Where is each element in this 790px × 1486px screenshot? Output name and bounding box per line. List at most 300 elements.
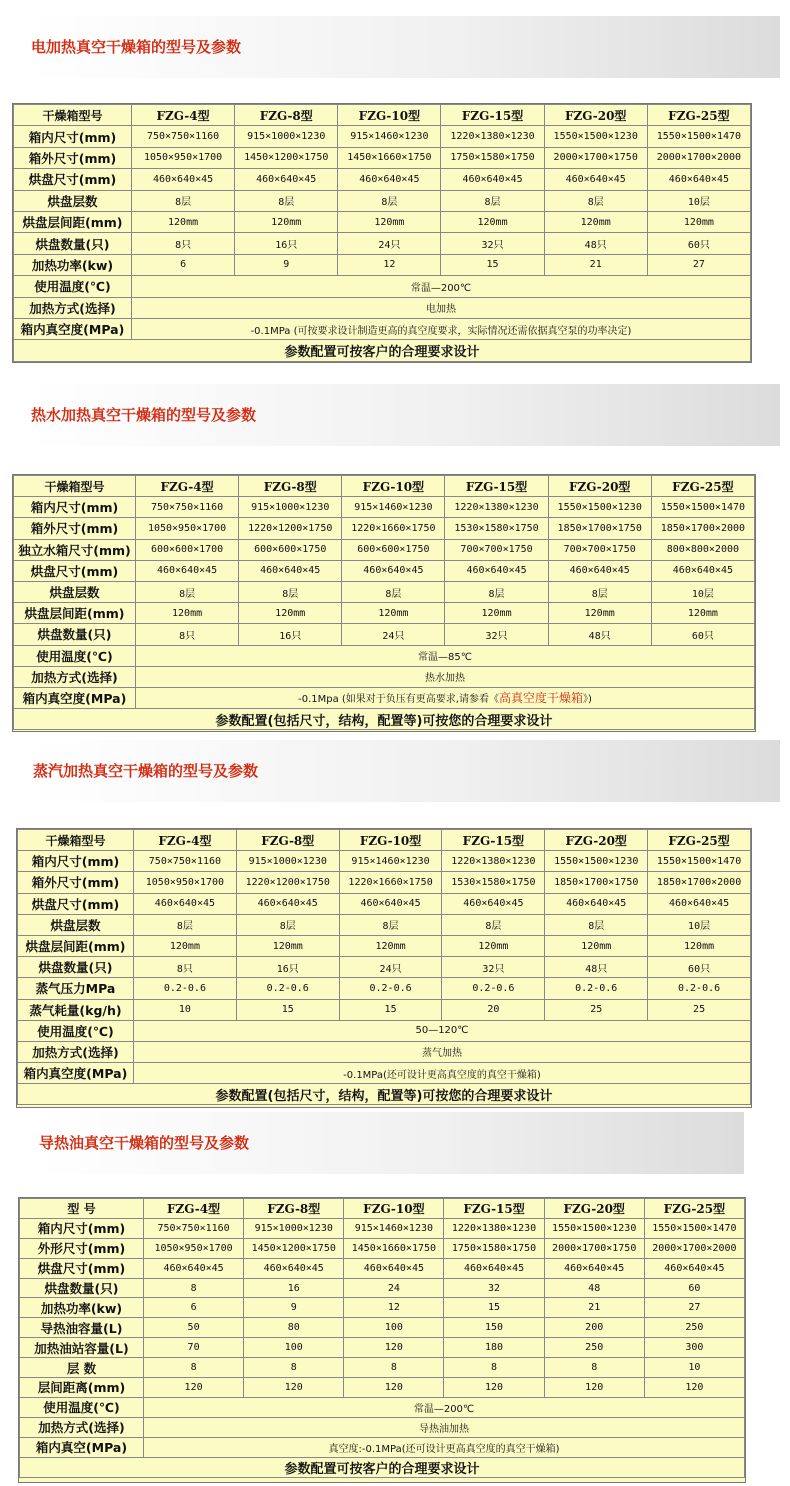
spec-cell: 8层 [548, 581, 651, 602]
table-row [18, 893, 751, 914]
span-value: -0.1MPa (可按要求设计制造更高的真空度要求，实际情况还需依据真空泵的功率决定) [132, 318, 751, 339]
model-header: FZG-4型 [136, 476, 239, 497]
spec-cell: 120 [444, 1378, 544, 1398]
spec-cell: 800×800×2000 [651, 539, 754, 560]
model-header: FZG-20型 [544, 105, 647, 126]
spec-cell: 6 [144, 1298, 244, 1318]
model-header: FZG-20型 [544, 1199, 644, 1219]
span-value: 50—120℃ [134, 1020, 751, 1041]
spec-cell: 300 [644, 1338, 744, 1358]
spec-cell: 120mm [648, 935, 751, 956]
spec-cell: 1550×1500×1470 [647, 126, 750, 147]
span-value: 导热油加热 [144, 1417, 745, 1437]
spec-cell: 750×750×1160 [134, 851, 237, 872]
footer-row [14, 340, 751, 361]
table-row [20, 1358, 745, 1378]
spec-cell: 200 [544, 1318, 644, 1338]
span-row [20, 1397, 745, 1417]
spec-cell: 21 [544, 1298, 644, 1318]
spec-cell: 8层 [239, 581, 342, 602]
vacuum-suffix: 》) [582, 694, 592, 706]
table-row [18, 957, 751, 978]
spec-cell: 32 [444, 1278, 544, 1298]
span-value: 热水加热 [136, 666, 755, 687]
spec-cell: 460×640×45 [441, 169, 544, 190]
spec-cell: 1550×1500×1470 [648, 851, 751, 872]
vacuum-row [14, 687, 755, 708]
spec-cell: 460×640×45 [235, 169, 338, 190]
span-value: 电加热 [132, 297, 751, 318]
spec-cell: 8层 [338, 190, 441, 211]
spec-cell: 0.2-0.6 [134, 978, 237, 999]
header-row [14, 476, 755, 497]
spec-cell: 8 [344, 1358, 444, 1378]
spec-cell: 120mm [338, 211, 441, 232]
model-header: FZG-8型 [239, 476, 342, 497]
spec-cell: 1550×1500×1230 [544, 126, 647, 147]
spec-cell: 120mm [132, 211, 235, 232]
spec-cell: 460×640×45 [651, 560, 754, 581]
row-label: 加热方式(选择) [18, 1041, 134, 1062]
row-label: 使用温度(℃) [18, 1020, 134, 1041]
spec-cell: 460×640×45 [244, 1258, 344, 1278]
spec-cell: 48 [544, 1278, 644, 1298]
spec-cell: 27 [647, 254, 750, 275]
spec-cell: 1220×1380×1230 [445, 497, 548, 518]
section-header-hot-water [28, 384, 780, 446]
spec-cell: 250 [544, 1338, 644, 1358]
spec-cell: 8只 [132, 233, 235, 254]
spec-cell: 1220×1380×1230 [444, 1218, 544, 1238]
spec-cell: 1220×1660×1750 [339, 872, 442, 893]
spec-cell: 8层 [132, 190, 235, 211]
table-row [20, 1378, 745, 1398]
span-row [18, 1020, 751, 1041]
row-label: 箱内尺寸(mm) [14, 497, 136, 518]
spec-cell: 16只 [239, 624, 342, 645]
table-row [14, 518, 755, 539]
spec-cell: 12 [338, 254, 441, 275]
spec-cell: 1550×1500×1230 [544, 1218, 644, 1238]
spec-cell: 8层 [235, 190, 338, 211]
spec-cell: 8 [144, 1358, 244, 1378]
row-label: 箱内尺寸(mm) [20, 1218, 144, 1238]
section-title: 电加热真空干燥箱的型号及参数 [31, 38, 242, 56]
spec-cell: 180 [444, 1338, 544, 1358]
spec-cell: 10层 [648, 914, 751, 935]
spec-cell: 15 [339, 999, 442, 1020]
row-label: 箱内尺寸(mm) [14, 126, 132, 147]
header-row [18, 830, 751, 851]
spec-cell: 8层 [441, 190, 544, 211]
row-label: 独立水箱尺寸(mm) [14, 539, 136, 560]
table-row [14, 190, 751, 211]
row-label: 烘盘层间距(mm) [14, 603, 136, 624]
spec-cell: 460×640×45 [344, 1258, 444, 1278]
spec-cell: 8只 [136, 624, 239, 645]
spec-cell: 8层 [445, 581, 548, 602]
spec-cell: 460×640×45 [338, 169, 441, 190]
spec-cell: 750×750×1160 [144, 1218, 244, 1238]
row-label: 使用温度(℃) [20, 1397, 144, 1417]
row-label: 烘盘数量(只) [18, 957, 134, 978]
spec-cell: 60只 [647, 233, 750, 254]
vacuum-prefix: -0.1Mpa (如果对于负压有更高要求,请参看《 [298, 694, 499, 706]
model-header: FZG-20型 [548, 476, 651, 497]
spec-cell: 120 [244, 1378, 344, 1398]
spec-cell: 120mm [342, 603, 445, 624]
header-row [14, 105, 751, 126]
span-value: 常温—85℃ [136, 645, 755, 666]
table-row [14, 233, 751, 254]
table-row [18, 935, 751, 956]
model-header: FZG-15型 [441, 105, 544, 126]
spec-table-thermal-oil [18, 1197, 746, 1483]
model-header: FZG-4型 [132, 105, 235, 126]
header-label: 干燥箱型号 [14, 476, 136, 497]
table-row [20, 1258, 745, 1278]
spec-cell: 9 [244, 1298, 344, 1318]
spec-cell: 915×1460×1230 [338, 126, 441, 147]
header-label: 干燥箱型号 [14, 105, 132, 126]
row-label: 箱内真空度(MPa) [14, 687, 136, 708]
spec-cell: 1750×1580×1750 [444, 1238, 544, 1258]
spec-cell: 9 [235, 254, 338, 275]
spec-cell: 12 [344, 1298, 444, 1318]
spec-cell: 915×1460×1230 [344, 1218, 444, 1238]
spec-cell: 915×1000×1230 [235, 126, 338, 147]
spec-cell: 460×640×45 [544, 169, 647, 190]
footer-note: 参数配置(包括尺寸，结构，配置等)可按您的合理要求设计 [18, 1084, 751, 1105]
row-label: 箱内尺寸(mm) [18, 851, 134, 872]
table-row [20, 1278, 745, 1298]
spec-cell: 460×640×45 [545, 893, 648, 914]
spec-cell: 1050×950×1700 [134, 872, 237, 893]
spec-cell: 8层 [136, 581, 239, 602]
row-label: 外形尺寸(mm) [20, 1238, 144, 1258]
header-row [20, 1199, 745, 1219]
spec-cell: 750×750×1160 [136, 497, 239, 518]
span-row [18, 1063, 751, 1084]
section-title: 热水加热真空干燥箱的型号及参数 [31, 406, 257, 424]
spec-cell: 32只 [441, 233, 544, 254]
spec-cell: 1220×1380×1230 [441, 126, 544, 147]
spec-cell: 24只 [338, 233, 441, 254]
spec-cell: 15 [236, 999, 339, 1020]
spec-cell: 1530×1580×1750 [442, 872, 545, 893]
spec-cell: 48只 [545, 957, 648, 978]
vacuum-value [136, 687, 755, 708]
spec-cell: 460×640×45 [444, 1258, 544, 1278]
row-label: 烘盘尺寸(mm) [14, 560, 136, 581]
spec-cell: 21 [544, 254, 647, 275]
row-label: 箱内真空(MPa) [20, 1437, 144, 1457]
row-label: 烘盘层数 [14, 190, 132, 211]
spec-cell: 120mm [647, 211, 750, 232]
row-label: 加热方式(选择) [14, 666, 136, 687]
spec-cell: 10 [644, 1358, 744, 1378]
spec-cell: 1220×1660×1750 [342, 518, 445, 539]
table-row [18, 914, 751, 935]
spec-cell: 600×600×1700 [136, 539, 239, 560]
spec-cell: 915×1000×1230 [236, 851, 339, 872]
spec-cell: 2000×1700×2000 [644, 1238, 744, 1258]
spec-cell: 8只 [134, 957, 237, 978]
spec-cell: 1550×1500×1230 [545, 851, 648, 872]
row-label: 导热油容量(L) [20, 1318, 144, 1338]
spec-cell: 120mm [235, 211, 338, 232]
model-header: FZG-25型 [647, 105, 750, 126]
spec-cell: 1220×1380×1230 [442, 851, 545, 872]
span-row [14, 666, 755, 687]
span-value: 常温—200℃ [132, 276, 751, 297]
row-label: 箱外尺寸(mm) [14, 147, 132, 168]
spec-cell: 1050×950×1700 [144, 1238, 244, 1258]
spec-cell: 460×640×45 [647, 169, 750, 190]
spec-cell: 48只 [548, 624, 651, 645]
spec-cell: 2000×1700×2000 [647, 147, 750, 168]
span-value: 蒸气加热 [134, 1041, 751, 1062]
spec-cell: 60只 [648, 957, 751, 978]
model-header: FZG-4型 [144, 1199, 244, 1219]
row-label: 加热方式(选择) [14, 297, 132, 318]
span-row [20, 1437, 745, 1457]
spec-cell: 120 [344, 1378, 444, 1398]
spec-cell: 915×1460×1230 [339, 851, 442, 872]
spec-cell: 460×640×45 [132, 169, 235, 190]
section-header-steam [30, 740, 780, 802]
table-row [20, 1318, 745, 1338]
spec-cell: 700×700×1750 [445, 539, 548, 560]
spec-cell: 32只 [445, 624, 548, 645]
spec-cell: 50 [144, 1318, 244, 1338]
table-row [18, 978, 751, 999]
spec-cell: 460×640×45 [644, 1258, 744, 1278]
spec-cell: 600×600×1750 [239, 539, 342, 560]
spec-cell: 24只 [339, 957, 442, 978]
spec-cell: 120mm [544, 211, 647, 232]
row-label: 箱外尺寸(mm) [14, 518, 136, 539]
spec-cell: 120mm [445, 603, 548, 624]
spec-cell: 460×640×45 [144, 1258, 244, 1278]
table-row [14, 147, 751, 168]
spec-cell: 1050×950×1700 [136, 518, 239, 539]
section-header-thermal-oil [36, 1112, 744, 1174]
span-value: 常温—200℃ [144, 1397, 745, 1417]
row-label: 烘盘层数 [14, 581, 136, 602]
spec-cell: 1220×1200×1750 [236, 872, 339, 893]
span-value: -0.1MPa(还可设计更高真空度的真空干燥箱) [134, 1063, 751, 1084]
row-label: 加热油站容量(L) [20, 1338, 144, 1358]
model-header: FZG-25型 [648, 830, 751, 851]
row-label: 烘盘数量(只) [14, 624, 136, 645]
high-vacuum-link[interactable]: 高真空度干燥箱 [498, 691, 583, 706]
table-row [14, 624, 755, 645]
spec-cell: 60只 [651, 624, 754, 645]
spec-cell: 8 [144, 1278, 244, 1298]
spec-cell: 8 [444, 1358, 544, 1378]
spec-cell: 120mm [548, 603, 651, 624]
row-label: 箱外尺寸(mm) [18, 872, 134, 893]
spec-cell: 60 [644, 1278, 744, 1298]
footer-note: 参数配置可按客户的合理要求设计 [14, 340, 751, 361]
table-row [14, 560, 755, 581]
spec-table-steam [16, 828, 752, 1108]
spec-cell: 8层 [339, 914, 442, 935]
section-title: 蒸汽加热真空干燥箱的型号及参数 [33, 762, 259, 780]
spec-cell: 915×1000×1230 [239, 497, 342, 518]
model-header: FZG-10型 [339, 830, 442, 851]
spec-cell: 1850×1700×1750 [548, 518, 651, 539]
spec-cell: 2000×1700×1750 [544, 147, 647, 168]
spec-cell: 6 [132, 254, 235, 275]
spec-cell: 120mm [136, 603, 239, 624]
model-header: FZG-8型 [236, 830, 339, 851]
spec-cell: 48只 [544, 233, 647, 254]
section-header-electric [28, 16, 780, 78]
row-label: 烘盘数量(只) [14, 233, 132, 254]
spec-cell: 1450×1660×1750 [338, 147, 441, 168]
spec-cell: 120 [544, 1378, 644, 1398]
row-label: 烘盘尺寸(mm) [20, 1258, 144, 1278]
spec-cell: 120mm [339, 935, 442, 956]
spec-table-hot-water [12, 474, 756, 732]
spec-cell: 1450×1660×1750 [344, 1238, 444, 1258]
model-header: FZG-20型 [545, 830, 648, 851]
model-header: FZG-8型 [235, 105, 338, 126]
spec-cell: 250 [644, 1318, 744, 1338]
row-label: 层 数 [20, 1358, 144, 1378]
spec-cell: 460×640×45 [236, 893, 339, 914]
spec-cell: 25 [648, 999, 751, 1020]
table-row [18, 851, 751, 872]
spec-cell: 8层 [236, 914, 339, 935]
model-header: FZG-10型 [342, 476, 445, 497]
spec-cell: 8层 [545, 914, 648, 935]
table-row [14, 497, 755, 518]
table-row [14, 254, 751, 275]
spec-cell: 24 [344, 1278, 444, 1298]
spec-cell: 16只 [235, 233, 338, 254]
spec-cell: 1850×1700×2000 [651, 518, 754, 539]
spec-cell: 16 [244, 1278, 344, 1298]
row-label: 加热方式(选择) [20, 1417, 144, 1437]
model-header: FZG-15型 [442, 830, 545, 851]
spec-cell: 8 [544, 1358, 644, 1378]
spec-cell: 1050×950×1700 [132, 147, 235, 168]
spec-cell: 15 [441, 254, 544, 275]
row-label: 烘盘层间距(mm) [18, 935, 134, 956]
section-title: 导热油真空干燥箱的型号及参数 [39, 1134, 250, 1152]
spec-cell: 460×640×45 [342, 560, 445, 581]
span-row [18, 1041, 751, 1062]
footer-row [20, 1457, 745, 1477]
table-row [18, 999, 751, 1020]
row-label: 烘盘数量(只) [20, 1278, 144, 1298]
row-label: 加热功率(kw) [14, 254, 132, 275]
spec-cell: 1450×1200×1750 [235, 147, 338, 168]
spec-cell: 8 [244, 1358, 344, 1378]
spec-cell: 1750×1580×1750 [441, 147, 544, 168]
spec-cell: 0.2-0.6 [545, 978, 648, 999]
spec-cell: 1850×1700×2000 [648, 872, 751, 893]
spec-cell: 80 [244, 1318, 344, 1338]
table-row [20, 1218, 745, 1238]
spec-cell: 460×640×45 [445, 560, 548, 581]
spec-cell: 70 [144, 1338, 244, 1358]
spec-table-electric [12, 103, 752, 363]
table-row [14, 211, 751, 232]
table-row [14, 603, 755, 624]
model-header: FZG-8型 [244, 1199, 344, 1219]
spec-cell: 120mm [442, 935, 545, 956]
model-header: FZG-25型 [651, 476, 754, 497]
spec-cell: 20 [442, 999, 545, 1020]
row-label: 蒸气压力MPa [18, 978, 134, 999]
spec-cell: 16只 [236, 957, 339, 978]
spec-cell: 120mm [441, 211, 544, 232]
span-row [14, 318, 751, 339]
spec-cell: 10 [134, 999, 237, 1020]
spec-cell: 120mm [134, 935, 237, 956]
model-header: FZG-4型 [134, 830, 237, 851]
spec-cell: 120 [644, 1378, 744, 1398]
spec-cell: 0.2-0.6 [442, 978, 545, 999]
span-row [14, 276, 751, 297]
spec-cell: 120mm [239, 603, 342, 624]
spec-cell: 460×640×45 [136, 560, 239, 581]
table-row [20, 1238, 745, 1258]
spec-cell: 0.2-0.6 [339, 978, 442, 999]
table-row [14, 539, 755, 560]
spec-cell: 915×1460×1230 [342, 497, 445, 518]
spec-cell: 120mm [651, 603, 754, 624]
spec-cell: 460×640×45 [239, 560, 342, 581]
header-label: 型 号 [20, 1199, 144, 1219]
table-row [14, 169, 751, 190]
spec-cell: 1550×1500×1230 [548, 497, 651, 518]
model-header: FZG-10型 [338, 105, 441, 126]
row-label: 层间距离(mm) [20, 1378, 144, 1398]
spec-cell: 750×750×1160 [132, 126, 235, 147]
spec-cell: 1550×1500×1470 [651, 497, 754, 518]
header-label: 干燥箱型号 [18, 830, 134, 851]
row-label: 烘盘尺寸(mm) [14, 169, 132, 190]
spec-cell: 32只 [442, 957, 545, 978]
spec-cell: 1530×1580×1750 [445, 518, 548, 539]
table-row [14, 581, 755, 602]
spec-cell: 120mm [236, 935, 339, 956]
table-row [18, 872, 751, 893]
row-label: 烘盘层间距(mm) [14, 211, 132, 232]
spec-cell: 915×1000×1230 [244, 1218, 344, 1238]
row-label: 蒸气耗量(kg/h) [18, 999, 134, 1020]
spec-cell: 120 [144, 1378, 244, 1398]
spec-cell: 0.2-0.6 [648, 978, 751, 999]
spec-cell: 700×700×1750 [548, 539, 651, 560]
spec-cell: 8层 [544, 190, 647, 211]
spec-cell: 1220×1200×1750 [239, 518, 342, 539]
spec-cell: 460×640×45 [648, 893, 751, 914]
spec-cell: 460×640×45 [339, 893, 442, 914]
spec-cell: 120 [344, 1338, 444, 1358]
span-value: 真空度:-0.1MPa(还可设计更高真空度的真空干燥箱) [144, 1437, 745, 1457]
spec-cell: 24只 [342, 624, 445, 645]
table-row [20, 1338, 745, 1358]
model-header: FZG-25型 [644, 1199, 744, 1219]
spec-cell: 2000×1700×1750 [544, 1238, 644, 1258]
spec-cell: 1850×1700×1750 [545, 872, 648, 893]
